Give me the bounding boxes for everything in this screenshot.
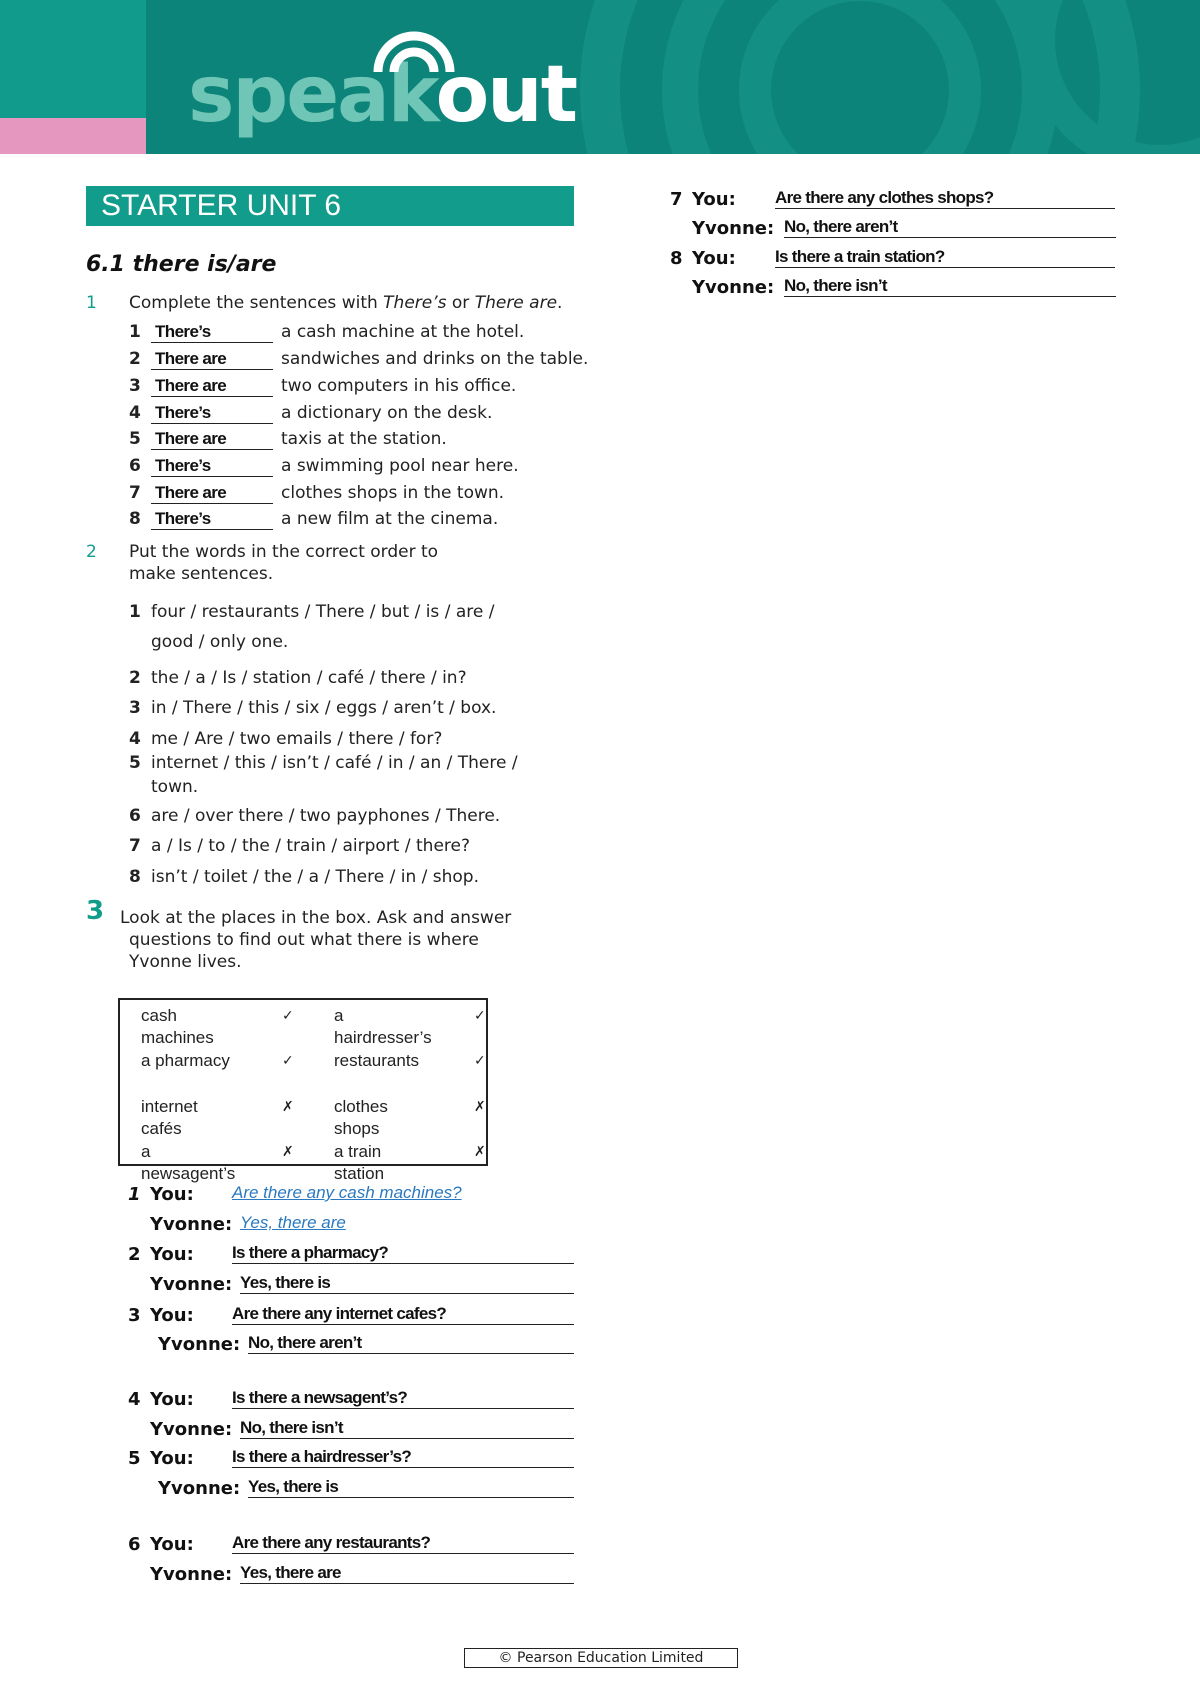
dialog-number: 7 (670, 189, 683, 210)
place-cell (334, 1096, 388, 1140)
item-number: 8 (129, 867, 141, 887)
yvonne-answer (784, 276, 1116, 297)
dialog-number: 4 (128, 1389, 141, 1410)
place-cell (334, 1005, 432, 1049)
place-name: a (334, 1006, 344, 1025)
place-name-cont: cafés (141, 1119, 182, 1138)
you-label: You: (150, 1448, 194, 1469)
dialog-number: 6 (128, 1534, 141, 1555)
you-label: You: (150, 1534, 194, 1555)
item-text: me / Are / two emails / there / for? (151, 729, 443, 749)
yvonne-label: Yvonne: (692, 218, 775, 239)
yvonne-label: Yvonne: (150, 1214, 233, 1235)
item-number: 4 (129, 403, 141, 423)
dialog-number: 5 (128, 1448, 141, 1469)
question-text: Are there any clothes shops? (775, 188, 994, 207)
answer-blank: There are (151, 483, 273, 504)
header-pink-strip (0, 118, 146, 154)
place-cell (334, 1141, 384, 1185)
question-text: Is there a train station? (775, 247, 945, 266)
item-text: in / There / this / six / eggs / aren’t / box. (151, 698, 497, 718)
item-number: 4 (129, 729, 141, 749)
header-side-block (0, 0, 146, 118)
question-text: Is there a pharmacy? (232, 1243, 389, 1262)
yvonne-answer (784, 217, 1116, 238)
exercise-1-instruction (129, 292, 562, 314)
place-name-cont: machines (141, 1028, 214, 1047)
dialog-number: 3 (128, 1305, 141, 1326)
question-answer (775, 188, 1115, 209)
answer-text: Yes, there is (248, 1477, 339, 1496)
place-name-cont: shops (334, 1119, 380, 1138)
you-label: You: (692, 189, 736, 210)
instr-there-are: There are (474, 293, 558, 313)
place-name: internet (141, 1097, 198, 1116)
instr-line: Yvonne lives. (129, 952, 242, 972)
exercise-2-item (129, 751, 518, 799)
exercise-1-item (129, 376, 516, 397)
cross-icon: ✗ (282, 1144, 294, 1160)
yvonne-label: Yvonne: (150, 1274, 233, 1295)
place-cell (141, 1005, 214, 1049)
item-text-cont: good / only one. (151, 632, 289, 652)
place-name: a (141, 1142, 151, 1161)
place-cell (141, 1096, 198, 1140)
answer-text: Yes, there is (240, 1273, 331, 1292)
item-text: clothes shops in the town. (281, 483, 505, 503)
yvonne-answer (248, 1333, 574, 1354)
exercise-1-item (129, 483, 504, 504)
item-number: 1 (129, 322, 141, 342)
item-number: 2 (129, 668, 141, 688)
place-cell (334, 1050, 419, 1072)
answer-blank: There’s (151, 322, 273, 343)
exercise-2-item (129, 834, 470, 858)
place-name-cont: newsagent’s (141, 1164, 236, 1183)
place-name: a train (334, 1142, 382, 1161)
question-answer (775, 247, 1115, 268)
item-number: 7 (129, 836, 141, 856)
answer-text: No, there isn’t (784, 276, 887, 295)
exercise-2-number: 2 (86, 542, 97, 562)
instr-there-s: There’s (383, 293, 447, 313)
check-icon: ✓ (282, 1008, 294, 1024)
question-answer (232, 1388, 574, 1409)
instr-line: questions to find out what there is where (129, 930, 479, 950)
exercise-2-item (129, 865, 479, 889)
place-cell (141, 1141, 235, 1185)
place-name: cash (141, 1006, 177, 1025)
cross-icon: ✗ (474, 1144, 486, 1160)
item-text: a cash machine at the hotel. (281, 322, 525, 342)
exercise-2-item (129, 804, 500, 828)
place-name-cont: station (334, 1164, 385, 1183)
instr-part: Complete the sentences with (129, 293, 384, 313)
item-text: the / a / Is / station / café / there / in? (151, 668, 467, 688)
dialog-number: 2 (128, 1244, 141, 1265)
question-answer (232, 1183, 574, 1203)
exercise-2-item (129, 696, 496, 720)
yvonne-answer (248, 1477, 574, 1498)
yvonne-answer (240, 1213, 574, 1233)
item-text: taxis at the station. (281, 429, 447, 449)
check-icon: ✓ (474, 1008, 486, 1024)
question-answer (232, 1304, 574, 1325)
yvonne-answer (240, 1273, 574, 1294)
instr-part: . (557, 293, 563, 313)
item-number: 6 (129, 456, 141, 476)
header-banner (0, 0, 1200, 154)
item-text-cont: town. (151, 777, 199, 797)
header-arcs (0, 0, 1200, 154)
answer-text: No, there aren’t (248, 1333, 362, 1352)
answer-blank: There’s (151, 509, 273, 530)
answer-blank: There’s (151, 403, 273, 424)
question-text: Is there a newsagent’s? (232, 1388, 408, 1407)
exercise-3-instruction (120, 907, 511, 973)
answer-text: Yes, there are (240, 1563, 341, 1582)
dialog-number: 1 (128, 1184, 141, 1205)
yvonne-answer (240, 1563, 574, 1584)
item-number: 2 (129, 349, 141, 369)
unit-title: STARTER UNIT 6 (86, 186, 574, 226)
section-title: 6.1 there is/are (86, 252, 277, 277)
you-label: You: (150, 1184, 194, 1205)
you-label: You: (692, 248, 736, 269)
you-label: You: (150, 1389, 194, 1410)
exercise-1-item (129, 322, 524, 343)
answer-text: No, there aren’t (784, 217, 898, 236)
yvonne-label: Yvonne: (692, 277, 775, 298)
place-name: restaurants (334, 1051, 420, 1070)
exercise-1-item (129, 456, 519, 477)
item-text: are / over there / two payphones / There. (151, 806, 501, 826)
answer-text: No, there isn’t (240, 1418, 343, 1437)
exercise-1-item (129, 403, 492, 424)
question-answer (232, 1243, 574, 1264)
yvonne-label: Yvonne: (158, 1334, 241, 1355)
item-text: four / restaurants / There / but / is / are / (151, 602, 495, 622)
logo-signal-icon (370, 28, 458, 76)
logo-out: out (435, 50, 576, 140)
exercise-3-number: 3 (86, 896, 105, 926)
places-box (118, 998, 488, 1183)
place-name: clothes (334, 1097, 388, 1116)
item-text: isn’t / toilet / the / a / There / in / shop. (151, 867, 480, 887)
item-text: two computers in his office. (281, 376, 517, 396)
instr-part: or (446, 293, 475, 313)
dialog-number: 8 (670, 248, 683, 269)
question-text: Are there any restaurants? (232, 1533, 431, 1552)
yvonne-label: Yvonne: (158, 1478, 241, 1499)
instr-line: make sentences. (129, 564, 274, 584)
item-text: internet / this / isn’t / café / in / an / There / (151, 753, 518, 773)
cross-icon: ✗ (474, 1099, 486, 1115)
logo-speak: speak (188, 50, 436, 140)
exercise-1-item (129, 509, 498, 530)
exercise-2-item (129, 666, 467, 690)
item-number: 5 (129, 753, 141, 773)
item-text: a / Is / to / the / train / airport / there? (151, 836, 471, 856)
cross-icon: ✗ (282, 1099, 294, 1115)
answer-blank: There are (151, 429, 273, 450)
exercise-2-item (129, 727, 442, 751)
answer-blank: There’s (151, 456, 273, 477)
answer-blank: There are (151, 349, 273, 370)
place-cell (141, 1050, 230, 1072)
item-number: 7 (129, 483, 141, 503)
item-number: 6 (129, 806, 141, 826)
item-text: a swimming pool near here. (281, 456, 519, 476)
yvonne-label: Yvonne: (150, 1564, 233, 1585)
exercise-1-item (129, 349, 588, 370)
place-name: a pharmacy (141, 1051, 230, 1070)
item-text: a new film at the cinema. (281, 509, 499, 529)
item-number: 3 (129, 698, 141, 718)
instr-line: Look at the places in the box. Ask and answer (120, 908, 512, 928)
check-icon: ✓ (474, 1053, 486, 1069)
item-number: 5 (129, 429, 141, 449)
exercise-1-item (129, 429, 447, 450)
item-number: 3 (129, 376, 141, 396)
question-answer (232, 1533, 574, 1554)
item-number: 8 (129, 509, 141, 529)
copyright-footer: © Pearson Education Limited (464, 1648, 738, 1668)
item-number: 1 (129, 602, 141, 622)
question-answer (232, 1447, 574, 1468)
answer-blank: There are (151, 376, 273, 397)
place-name-cont: hairdresser’s (334, 1028, 432, 1047)
instr-line: Put the words in the correct order to (129, 542, 439, 562)
question-text: Is there a hairdresser’s? (232, 1447, 412, 1466)
exercise-2-instruction (129, 541, 438, 585)
question-text: Are there any cash machines? (232, 1183, 462, 1202)
item-text: sandwiches and drinks on the table. (281, 349, 589, 369)
yvonne-answer (240, 1418, 574, 1439)
item-text: a dictionary on the desk. (281, 403, 493, 423)
yvonne-label: Yvonne: (150, 1419, 233, 1440)
you-label: You: (150, 1305, 194, 1326)
exercise-1-number: 1 (86, 293, 97, 313)
question-text: Are there any internet cafes? (232, 1304, 447, 1323)
answer-text: Yes, there are (240, 1213, 346, 1232)
you-label: You: (150, 1244, 194, 1265)
exercise-2-item (129, 597, 494, 657)
check-icon: ✓ (282, 1053, 294, 1069)
